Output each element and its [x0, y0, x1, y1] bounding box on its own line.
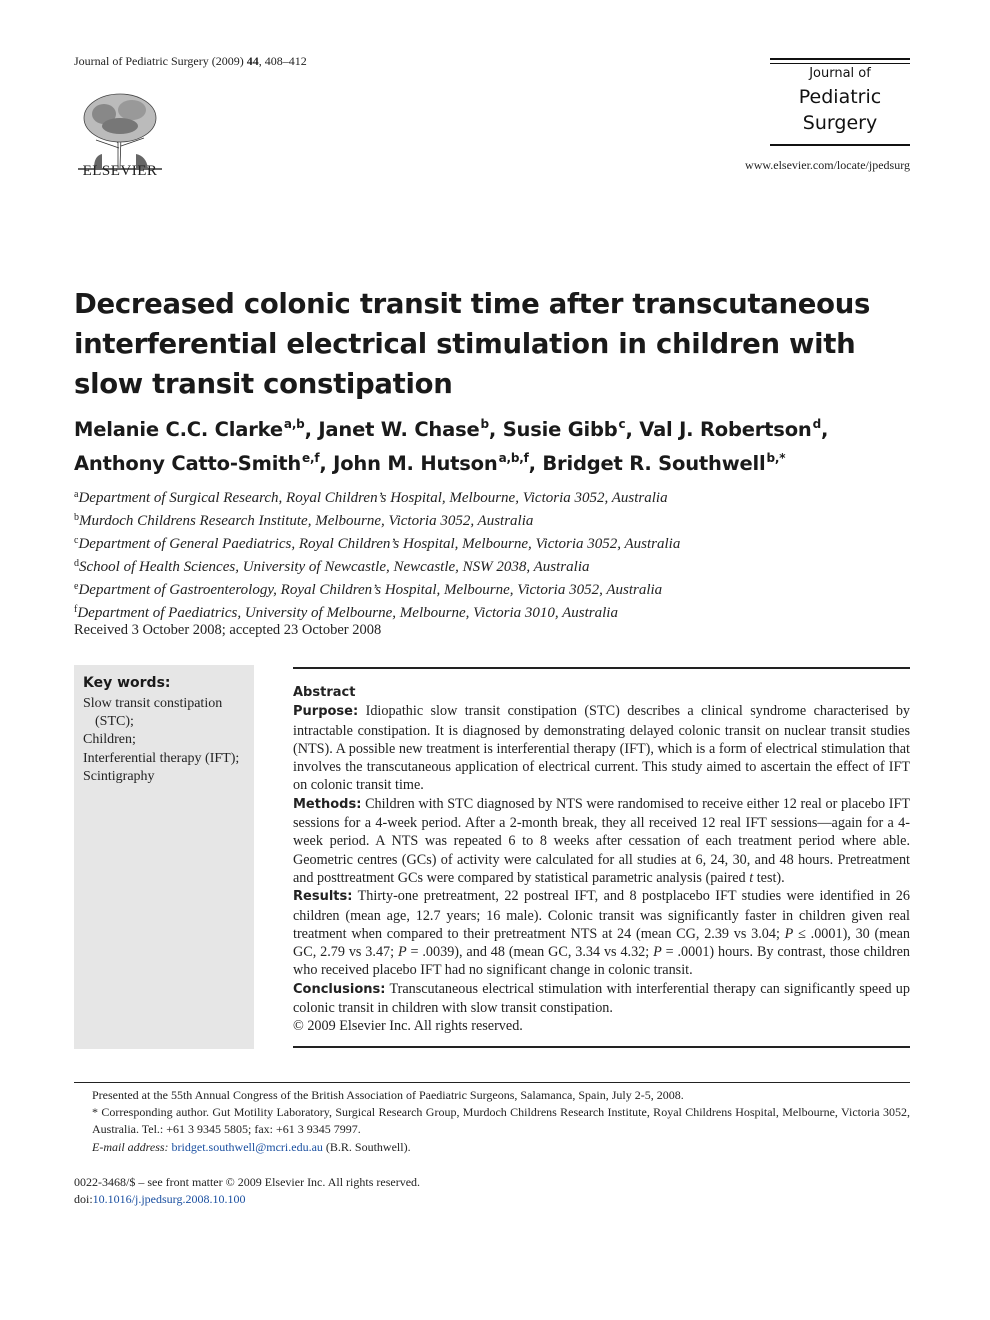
affiliation-text: Department of Surgical Research, Royal Children’s Hospital, Melbourne, Victoria 3052, Australia [78, 490, 668, 506]
author-name: Val J. Robertson [639, 418, 812, 441]
p-value-symbol: P [653, 944, 662, 961]
journal-masthead [770, 58, 910, 146]
author-affiliation-marker: e,f [302, 451, 320, 465]
author-separator: , [304, 418, 319, 441]
author-affiliation-marker: b [480, 417, 489, 431]
corresponding-author-note: * Corresponding author. Gut Motility Laboratory, Surgical Research Group, Murdoch Childrens Research Institute, Royal Childrens Hospital, Melbourne, Victoria 3052, Australia. Tel.: +61 3 9345 5805; fax: +61 3 9345 7997. [92, 1105, 910, 1137]
keywords-list [83, 695, 249, 786]
issn-block [74, 1174, 910, 1208]
affiliation-text: Department of Paediatrics, University of Melbourne, Melbourne, Victoria 3010, Australia [77, 605, 618, 621]
results-text: = .0001) hours. By contrast, those children who received placebo IFT had no significant change in colonic transit. [293, 944, 911, 979]
journal-citation [74, 54, 307, 69]
author-affiliation-marker: a,b [283, 417, 305, 431]
p-value-symbol: P [784, 925, 794, 942]
received-dates: Received 3 October 2008; accepted 23 October 2008 [74, 622, 382, 638]
keyword-item: Slow transit constipation (STC); [83, 696, 223, 730]
abstract-conclusions [293, 980, 910, 1018]
methods-t-symbol: t [749, 869, 754, 886]
affiliation-item [74, 554, 934, 577]
methods-text-end: test). [753, 869, 785, 886]
author-name: Janet W. Chase [318, 418, 480, 441]
methods-text: Children with STC diagnosed by NTS were randomised to receive either 12 real or placebo IFT sessions for a 4-week period. After a 2-month break, they all received 12 real IFT sessions—again for a 4-week period. A NTS was repeated 6 to 8 weeks after cessation of each treatment period where able. Geometric centres (GCs) of activity were calculated for all studies at 6, 24, 30, and 48 hours. Pretreatment and posttreatment GCs were compared by statistical parametric analysis (paired [293, 795, 910, 886]
conclusions-label: Conclusions: [293, 981, 386, 997]
abstract-top-rule [293, 667, 910, 669]
abstract-purpose [293, 702, 910, 794]
abstract-results [293, 887, 910, 979]
author-affiliation-marker: c [618, 417, 626, 431]
affiliation-label: f [74, 604, 78, 615]
results-label: Results: [293, 889, 353, 905]
footnote-rule [74, 1082, 910, 1083]
purpose-label: Purpose: [293, 704, 359, 720]
author-separator: , [319, 452, 334, 475]
author-list [74, 410, 934, 478]
affiliation-item [74, 600, 934, 623]
citation-pages: , 408–412 [258, 54, 307, 68]
p-value-symbol: P [397, 944, 407, 961]
email-label: E-mail address: [92, 1139, 169, 1154]
author-name: John M. Hutson [333, 452, 498, 475]
author-affiliation-marker: d [812, 417, 821, 431]
affiliation-list [74, 485, 934, 623]
purpose-text: Idiopathic slow transit constipation (STC) describes a clinical syndrome characterised by intractable constipation. It is diagnosed by demonstrating delayed colonic transit on nuclear transit studies (NTS). A possible new treatment is interferential therapy (IFT), which is a form of electrical stimulation that involves the transcutaneous application of electrical current. This study aimed to ascertain the effect of IFT on colonic transit time. [293, 703, 911, 794]
results-text: Thirty-one pretreatment, 22 postreal IFT, and 8 postplacebo IFT studies were identified in 26 children (mean age, 12.7 years; 16 male). Colonic transit was significantly faster in children given real treatment when compared to their pretreatment NTS at 24 (mean CG, 2.39 vs 3.04; [293, 888, 910, 942]
author-name: Melanie C.C. Clarke [74, 418, 283, 441]
results-text: = .0039), and 48 (mean GC, 3.34 vs 4.32; [406, 944, 654, 961]
author-separator: , [821, 418, 829, 441]
author-affiliation-marker: b,* [766, 451, 786, 465]
author-separator: , [625, 418, 640, 441]
journal-name-line3: Surgery [802, 112, 878, 134]
elsevier-wordmark: ELSEVIER [82, 163, 158, 179]
author-separator: , [488, 418, 503, 441]
affiliation-label: b [74, 512, 79, 523]
email-owner: (B.R. Southwell). [322, 1139, 411, 1154]
author-separator: , [528, 452, 543, 475]
article-title: Decreased colonic transit time after transcutaneous interferential electrical stimulation in children with slow transit constipation [74, 288, 871, 400]
email-link[interactable]: bridget.southwell@mcri.edu.au [171, 1139, 323, 1154]
journal-url-link[interactable]: www.elsevier.com/locate/jpedsurg [745, 158, 910, 172]
doi-label: doi: [74, 1192, 93, 1206]
abstract-heading: Abstract [293, 685, 356, 700]
abstract-copyright: © 2009 Elsevier Inc. All rights reserved. [293, 1018, 523, 1035]
affiliation-text: Murdoch Childrens Research Institute, Melbourne, Victoria 3052, Australia [79, 513, 534, 529]
affiliation-item [74, 577, 934, 600]
keyword-item: Scintigraphy [83, 768, 155, 784]
affiliation-label: a [74, 489, 79, 500]
author-name: Susie Gibb [502, 418, 618, 441]
keywords-panel [74, 665, 254, 1049]
email-note [74, 1139, 910, 1156]
conclusions-text: Transcutaneous electrical stimulation with interferential therapy can significantly speed up colonic transit in children with slow transit constipation. [293, 980, 910, 1017]
citation-prefix: Journal of Pediatric Surgery (2009) [74, 54, 244, 68]
affiliation-label: c [74, 535, 79, 546]
journal-name-line2: Pediatric [798, 86, 882, 108]
footnotes [74, 1087, 910, 1156]
citation-volume: 44 [246, 54, 259, 68]
author-affiliation-marker: a,b,f [498, 451, 529, 465]
journal-name-line1: Journal of [809, 66, 871, 81]
methods-label: Methods: [293, 796, 362, 812]
keyword-item: Children; [83, 732, 136, 748]
affiliation-text: School of Health Sciences, University of Newcastle, Newcastle, NSW 2038, Australia [79, 559, 590, 575]
issn-line: 0022-3468/$ – see front matter © 2009 Elsevier Inc. All rights reserved. [74, 1175, 421, 1189]
presented-note: Presented at the 55th Annual Congress of the British Association of Paediatric Surgeons, Salamanca, Spain, July 2-5, 2008. [92, 1088, 684, 1102]
affiliation-label: d [74, 558, 79, 569]
keyword-item: Interferential therapy (IFT); [83, 750, 240, 766]
affiliation-item [74, 508, 934, 531]
affiliation-label: e [74, 581, 79, 592]
doi-link[interactable]: 10.1016/j.jpedsurg.2008.10.100 [92, 1192, 246, 1206]
abstract-methods [293, 795, 910, 887]
affiliation-item [74, 485, 934, 508]
results-text: ≤ .0001), 30 (mean GC, 2.79 vs 3.47; [293, 925, 910, 961]
doi-line [74, 1191, 910, 1208]
affiliation-text: Department of Gastroenterology, Royal Children’s Hospital, Melbourne, Victoria 3052, Australia [78, 582, 663, 598]
author-name: Anthony Catto-Smith [74, 452, 302, 475]
affiliation-item [74, 531, 934, 554]
affiliation-text: Department of General Paediatrics, Royal Children’s Hospital, Melbourne, Victoria 3052, Australia [78, 536, 681, 552]
abstract-bottom-rule [293, 1046, 910, 1048]
author-name: Bridget R. Southwell [542, 452, 766, 475]
keywords-title: Key words: [83, 675, 171, 691]
abstract [293, 684, 910, 1036]
